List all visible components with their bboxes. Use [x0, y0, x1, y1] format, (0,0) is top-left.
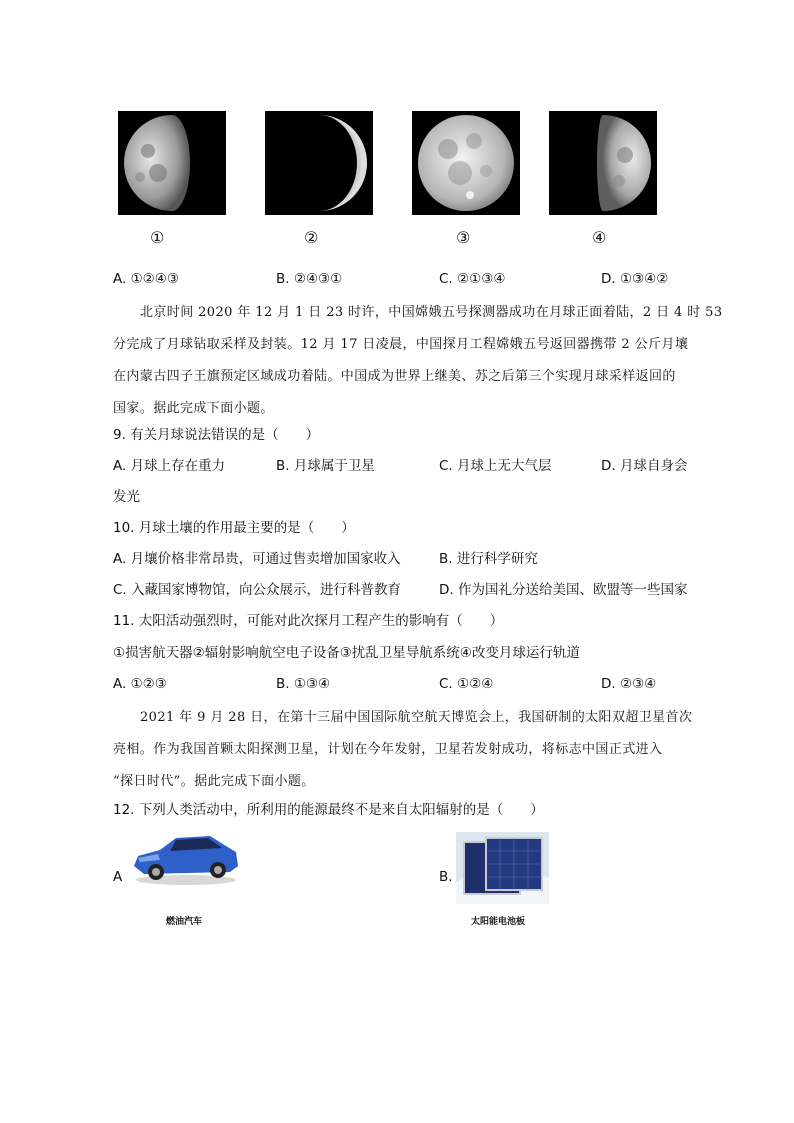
- passage2-line-3: “探日时代”。据此完成下面小题。: [113, 774, 315, 789]
- q10-stem: 10. 月球土壤的作用最主要的是（ ）: [113, 520, 355, 536]
- passage1-line-1: 北京时间 2020 年 12 月 1 日 23 时许，中国嫦娥五号探测器成功在月球正面着陆，2 日 4 时 53: [140, 305, 723, 320]
- moon-label-1: ①: [150, 228, 165, 247]
- q11-stem: 11. 太阳活动强烈时，可能对此次探月工程产生的影响有（ ）: [113, 613, 504, 629]
- q9-stem: 9. 有关月球说法错误的是（ ）: [113, 427, 320, 443]
- car-image: [130, 832, 242, 886]
- q11-option-c: C. ①②④: [439, 676, 494, 692]
- passage1-line-4: 国家。据此完成下面小题。: [113, 401, 274, 416]
- moon-label-2: ②: [304, 228, 319, 247]
- q11-option-b: B. ①③④: [276, 676, 331, 692]
- q9-option-c: C. 月球上无大气层: [439, 458, 552, 474]
- q12-stem: 12. 下列人类活动中，所利用的能源最终不是来自太阳辐射的是（ ）: [113, 802, 544, 818]
- q12-option-a-letter: A: [113, 869, 123, 885]
- moon-label-3: ③: [456, 228, 471, 247]
- q10-option-d: D. 作为国礼分送给美国、欧盟等一些国家: [439, 582, 688, 598]
- q9-option-d: D. 月球自身会: [601, 458, 688, 474]
- moon-image-4: [549, 111, 657, 215]
- moon-image-2: [265, 111, 373, 215]
- passage1-line-2: 分完成了月球钻取采样及封装。12 月 17 日凌晨，中国探月工程嫦娥五号返回器携带 2 公斤月壤: [113, 337, 689, 352]
- q8-option-c: C. ②①③④: [439, 271, 506, 287]
- passage2-line-1: 2021 年 9 月 28 日，在第十三届中国国际航空航天博览会上，我国研制的太阳双超卫星首次: [140, 710, 693, 725]
- q10-option-b: B. 进行科学研究: [439, 551, 538, 567]
- passage1-line-3: 在内蒙古四子王旗预定区域成功着陆。中国成为世界上继美、苏之后第三个实现月球采样返回的: [113, 369, 676, 384]
- passage2-line-2: 亮相。作为我国首颗太阳探测卫星，计划在今年发射，卫星若发射成功，将标志中国正式进入: [113, 742, 663, 757]
- q11-items: ①损害航天器②辐射影响航空电子设备③扰乱卫星导航系统④改变月球运行轨道: [113, 645, 580, 661]
- moon-image-1: [118, 111, 226, 215]
- q9-option-d-wrap: 发光: [113, 489, 140, 505]
- q12-option-b-letter: B.: [439, 869, 453, 885]
- q8-option-a: A. ①②④③: [113, 271, 179, 287]
- solar-panel-image: [456, 832, 549, 904]
- car-caption: 燃油汽车: [166, 917, 203, 927]
- q9-option-b: B. 月球属于卫星: [276, 458, 375, 474]
- moon-label-4: ④: [592, 228, 607, 247]
- q8-option-d: D. ①③④②: [601, 271, 669, 287]
- solar-panel-caption: 太阳能电池板: [471, 917, 526, 927]
- q8-option-b: B. ②④③①: [276, 271, 343, 287]
- q9-option-a: A. 月球上存在重力: [113, 458, 226, 474]
- q11-option-d: D. ②③④: [601, 676, 657, 692]
- q11-option-a: A. ①②③: [113, 676, 167, 692]
- q10-option-c: C. 入藏国家博物馆，向公众展示，进行科普教育: [113, 582, 402, 598]
- moon-image-3: [412, 111, 520, 215]
- q10-option-a: A. 月壤价格非常昂贵，可通过售卖增加国家收入: [113, 551, 401, 567]
